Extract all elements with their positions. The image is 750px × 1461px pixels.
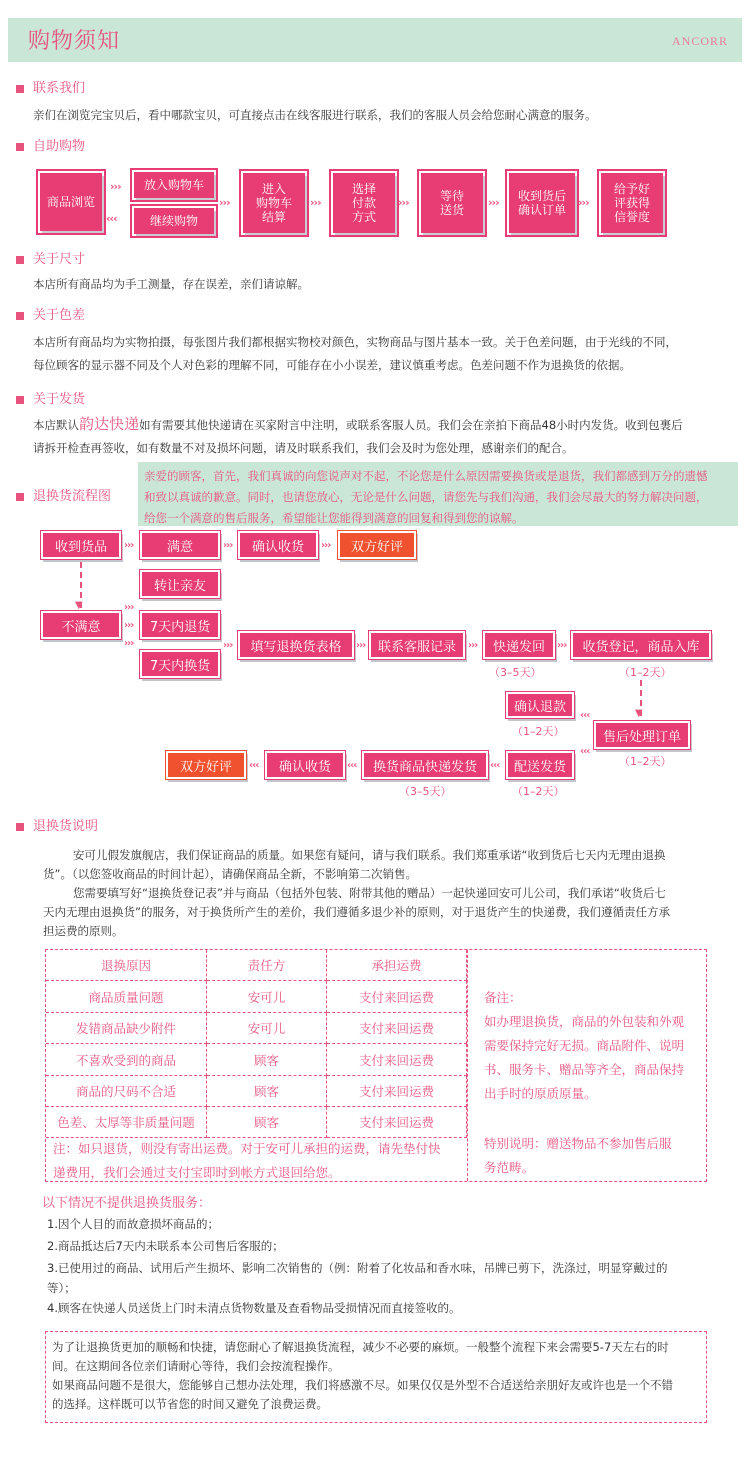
contact-text: 亲们在浏览完宝贝后，看中哪款宝贝，可直接点击在线客服进行联系，我们的客服人员会给您耐心满意的服务。 xyxy=(33,108,597,122)
flow-exchange-7days: 7天内换货 xyxy=(140,650,220,678)
arrow-left-icon: ‹‹‹ xyxy=(490,760,500,771)
arrow-right-icon: ››› xyxy=(110,180,121,193)
section-size-heading: 关于尺寸 xyxy=(16,252,85,268)
flow-exchange-ship: 换货商品快递发货 xyxy=(362,751,488,779)
no-service-item: 3.已使用过的商品、试用后产生损坏、影响二次销售的（例：附着了化妆品和香水味，吊牌已剪下，洗涤过，明显穿戴过的 xyxy=(47,1261,668,1275)
closing-line: 间。在这期间各位亲们请耐心等待，我们会按流程操作。 xyxy=(52,1359,340,1373)
table-cell: 安可儿 xyxy=(207,1013,327,1044)
size-text: 本店所有商品均为手工测量，存在误差，亲们请谅解。 xyxy=(33,277,309,291)
page-title: 购物须知 xyxy=(28,29,121,54)
step-confirm-line: 收到货后 xyxy=(517,189,566,203)
flow-register-days: （1–2天） xyxy=(619,666,672,679)
closing-line: 如果商品问题不是很大，您能够自己想办法处理，我们将感激不尽。如果仅仅是外型不合适送给亲朋好友或许也是一个不错 xyxy=(52,1378,673,1392)
arrow-left-icon: ‹‹‹ xyxy=(249,760,259,771)
flow-confirm-receipt: 确认收货 xyxy=(238,531,318,559)
table-cell: 顾客 xyxy=(207,1107,327,1138)
no-service-item: 2.商品抵达后7天内未联系本公司售后客服的； xyxy=(47,1239,284,1253)
footnote-line: 注：如只退货，则没有寄出运费。对于安可儿承担的运费，请先垫付快 xyxy=(53,1141,441,1156)
footnote-line: 递费用，我们会通过支付宝即时到帐方式退回给您。 xyxy=(53,1165,341,1180)
closing-line: 的选择。这样既可以节省您的时间又避免了浪费运费。 xyxy=(52,1397,328,1411)
no-service-item: 等）； xyxy=(47,1281,76,1295)
section-self-shop-heading: 自助购物 xyxy=(16,139,85,155)
apology-line: 和致以真诚的歉意。同时，也请您放心，无论是什么问题，请您先与我们沟通，我们会尽最大的努力解决问题， xyxy=(144,490,708,504)
table-header: 退换原因 xyxy=(46,950,207,981)
section-contact-heading: 联系我们 xyxy=(16,81,85,97)
arrow-right-icon: ››› xyxy=(310,196,321,209)
step-review-line: 评获得 xyxy=(613,196,650,210)
step-wait-line: 等待 xyxy=(439,189,464,203)
flow-ship-back-days: （3–5天） xyxy=(489,666,542,679)
section-return-flow-heading: 退换货流程图 xyxy=(16,489,111,505)
step-enter-cart-line: 进入 xyxy=(261,182,286,196)
special-line: 特别说明：赠送物品不参加售后服 xyxy=(484,1136,672,1151)
table-header: 承担运费 xyxy=(327,950,467,981)
step-pay-line: 方式 xyxy=(351,210,376,224)
arrow-right-icon: ››› xyxy=(223,640,233,651)
closing-line: 为了让退换货更加的顺畅和快捷，请您耐心了解退换货流程，减少不必要的麻烦。一般整个流程下来会需要5-7天左右的时 xyxy=(52,1340,669,1354)
section-shipping-heading: 关于发货 xyxy=(16,392,85,408)
arrow-left-icon: ‹‹‹ xyxy=(106,212,117,225)
special-line: 务范畴。 xyxy=(484,1160,535,1175)
no-service-item: 1.因个人目的而故意损坏商品的； xyxy=(47,1217,219,1231)
flow-fill-form: 填写退换货表格 xyxy=(238,631,354,659)
step-enter-cart-line: 购物车 xyxy=(255,196,292,210)
arrow-right-icon: ››› xyxy=(124,638,134,649)
table-cell: 顾客 xyxy=(207,1044,327,1076)
table-cell: 支付来回运费 xyxy=(327,1013,467,1044)
color-text-line: 本店所有商品均为实物拍摄，每张图片我们都根据实物校对颜色，实物商品与图片基本一致。关于色差问题，由于光线的不同， xyxy=(33,335,677,349)
table-cell: 不喜欢受到的商品 xyxy=(46,1044,207,1076)
color-text-line: 每位顾客的显示器不同及个人对色彩的理解不同，可能存在小小误差，建议慎重考虑。色差问题不作为退换货的依据。 xyxy=(33,358,631,372)
remark-line: 出手时的原质原量。 xyxy=(484,1086,597,1101)
arrow-right-icon: ››› xyxy=(557,640,567,651)
arrow-right-icon: ››› xyxy=(398,196,409,209)
step-choose-payment xyxy=(333,173,395,233)
arrow-right-icon: ››› xyxy=(468,640,478,651)
return-note-line: 安可儿假发旗舰店，我们保证商品的质量。如果您有疑问，请与我们联系。我们郑重承诺“收到货后七天内无理由退换 xyxy=(73,848,666,862)
step-add-cart: 放入购物车 xyxy=(134,172,214,198)
no-service-heading: 以下情况不提供退换货服务： xyxy=(42,1196,212,1211)
table-cell: 安可儿 xyxy=(207,981,327,1013)
flow-mutual-good: 双方好评 xyxy=(338,531,416,559)
arrow-right-icon: ››› xyxy=(124,620,134,631)
arrow-down-icon: ▼ xyxy=(635,708,642,719)
return-note-line: 您需要填写好“退换货登记表”并与商品（包括外包装、附带其他的赠品）一起快递回安可儿公司，我们承诺“收货后七 xyxy=(73,886,666,900)
flow-received: 收到货品 xyxy=(41,531,121,559)
table-cell: 发错商品缺少附件 xyxy=(46,1013,207,1044)
courier-name: 韵达快递 xyxy=(79,415,140,433)
shipping-prefix: 本店默认 xyxy=(33,418,79,432)
table-cell: 顾客 xyxy=(207,1076,327,1107)
arrow-right-icon: ››› xyxy=(578,196,589,209)
flow-contact-cs: 联系客服记录 xyxy=(369,631,465,659)
step-pay-line: 付款 xyxy=(351,196,376,210)
remark-title: 备注： xyxy=(484,990,522,1005)
flow-unsatisfied: 不满意 xyxy=(41,611,121,639)
table-remark xyxy=(484,986,704,1180)
flow-transfer: 转让亲友 xyxy=(140,570,220,598)
closing-note xyxy=(45,1331,707,1423)
shipping-rest: 如有需要其他快递请在买家附言中注明，或联系客服人员。我们会在亲拍下商品48小时内发货。收到包裹后 xyxy=(139,418,683,432)
arrow-right-icon: ››› xyxy=(223,540,233,551)
arrow-left-icon: ‹‹‹ xyxy=(580,710,590,721)
brand-name: ANCORR xyxy=(671,34,728,48)
step-review xyxy=(601,173,663,233)
return-note-line: 担运费的原则。 xyxy=(43,924,124,938)
section-color-heading: 关于色差 xyxy=(16,308,85,324)
table-cell: 色差、太厚等非质量问题 xyxy=(46,1107,207,1138)
table-divider xyxy=(467,950,468,1181)
remark-line: 需要保持完好无损。商品附件、说明 xyxy=(484,1038,685,1053)
section-return-note-heading: 退换货说明 xyxy=(16,819,98,835)
apology-line: 亲爱的顾客，首先，我们真诚的向您说声对不起，不论您是什么原因需要换货或是退货，我们都感到万分的遗憾 xyxy=(144,469,708,483)
flow-deliver: 配送发货 xyxy=(506,751,574,779)
table-cell: 支付来回运费 xyxy=(327,1107,467,1138)
shipping-text-line xyxy=(33,413,683,437)
step-wait-delivery xyxy=(421,173,483,233)
table-cell: 支付来回运费 xyxy=(327,1044,467,1076)
step-review-line: 给予好 xyxy=(613,182,650,196)
step-browse: 商品浏览 xyxy=(40,173,102,231)
flow-deliver-days: （1–2天） xyxy=(512,785,565,798)
table-header: 责任方 xyxy=(207,950,327,981)
flow-satisfied: 满意 xyxy=(140,531,220,559)
step-continue-shopping: 继续购物 xyxy=(134,208,214,234)
remark-line: 如办理退换货，商品的外包装和外观 xyxy=(484,1014,685,1029)
return-note-line: 天内无理由退换货”的服务，对于换货所产生的差价，我们遵循多退少补的原则，对于退货产生的快递费，我们遵循责任方承 xyxy=(43,905,670,919)
no-service-item: 4.顾客在快递人员送货上门时未清点货物数量及查看物品受损情况而直接签收的。 xyxy=(47,1301,461,1315)
arrow-right-icon: ››› xyxy=(321,540,331,551)
flow-mutual-good-2: 双方好评 xyxy=(166,751,246,779)
table-cell: 商品质量问题 xyxy=(46,981,207,1013)
arrow-right-icon: ››› xyxy=(219,196,230,209)
step-enter-cart-line: 结算 xyxy=(261,210,286,224)
flow-confirm-refund: 确认退款 xyxy=(506,692,574,718)
flow-confirm-receipt-2: 确认收货 xyxy=(265,751,345,779)
step-confirm-order xyxy=(509,173,575,233)
table-cell: 商品的尺码不合适 xyxy=(46,1076,207,1107)
step-enter-cart xyxy=(243,173,305,233)
flow-register-stock: 收货登记，商品入库 xyxy=(571,631,711,659)
remark-line: 书、服务卡、赠品等齐全，商品保持 xyxy=(484,1062,685,1077)
apology-note xyxy=(138,462,738,526)
arrow-right-icon: ››› xyxy=(356,640,366,651)
flow-exchange-ship-days: （3–5天） xyxy=(399,785,452,798)
return-policy-table xyxy=(45,949,707,1182)
step-wait-line: 送货 xyxy=(439,203,464,217)
remark-spacer xyxy=(484,1106,704,1132)
arrow-left-icon: ‹‹‹ xyxy=(580,746,590,757)
flow-ship-back: 快递发回 xyxy=(483,631,555,659)
flow-after-sale-days: （1–2天） xyxy=(619,755,672,768)
header-banner xyxy=(8,18,742,62)
shipping-text-line: 请拆开检查再签收，如有数量不对及损坏问题，请及时联系我们，我们会及时为您处理，感谢亲们的配合。 xyxy=(33,441,574,455)
step-confirm-line: 确认订单 xyxy=(517,203,566,217)
step-review-line: 信誉度 xyxy=(613,210,650,224)
table-cell: 支付来回运费 xyxy=(327,1076,467,1107)
step-pay-line: 选择 xyxy=(351,182,376,196)
arrow-down-icon: ▼ xyxy=(75,600,82,611)
apology-line: 给您一个满意的售后服务，希望能让您能得到满意的回复和得到您的谅解。 xyxy=(144,511,524,525)
flow-after-sale: 售后处理订单 xyxy=(594,721,690,749)
flow-refund-days: （1–2天） xyxy=(512,725,565,738)
table-footnote xyxy=(53,1137,465,1185)
flow-return-7days: 7天内退货 xyxy=(140,611,220,639)
arrow-right-icon: ››› xyxy=(488,196,499,209)
table-cell: 支付来回运费 xyxy=(327,981,467,1013)
arrow-right-icon: ››› xyxy=(124,602,134,613)
arrow-right-icon: ››› xyxy=(124,540,134,551)
return-note-line: 货”。（以您签收商品的时间计起），请确保商品全新，不影响第二次销售。 xyxy=(43,867,417,881)
arrow-left-icon: ‹‹‹ xyxy=(347,760,357,771)
